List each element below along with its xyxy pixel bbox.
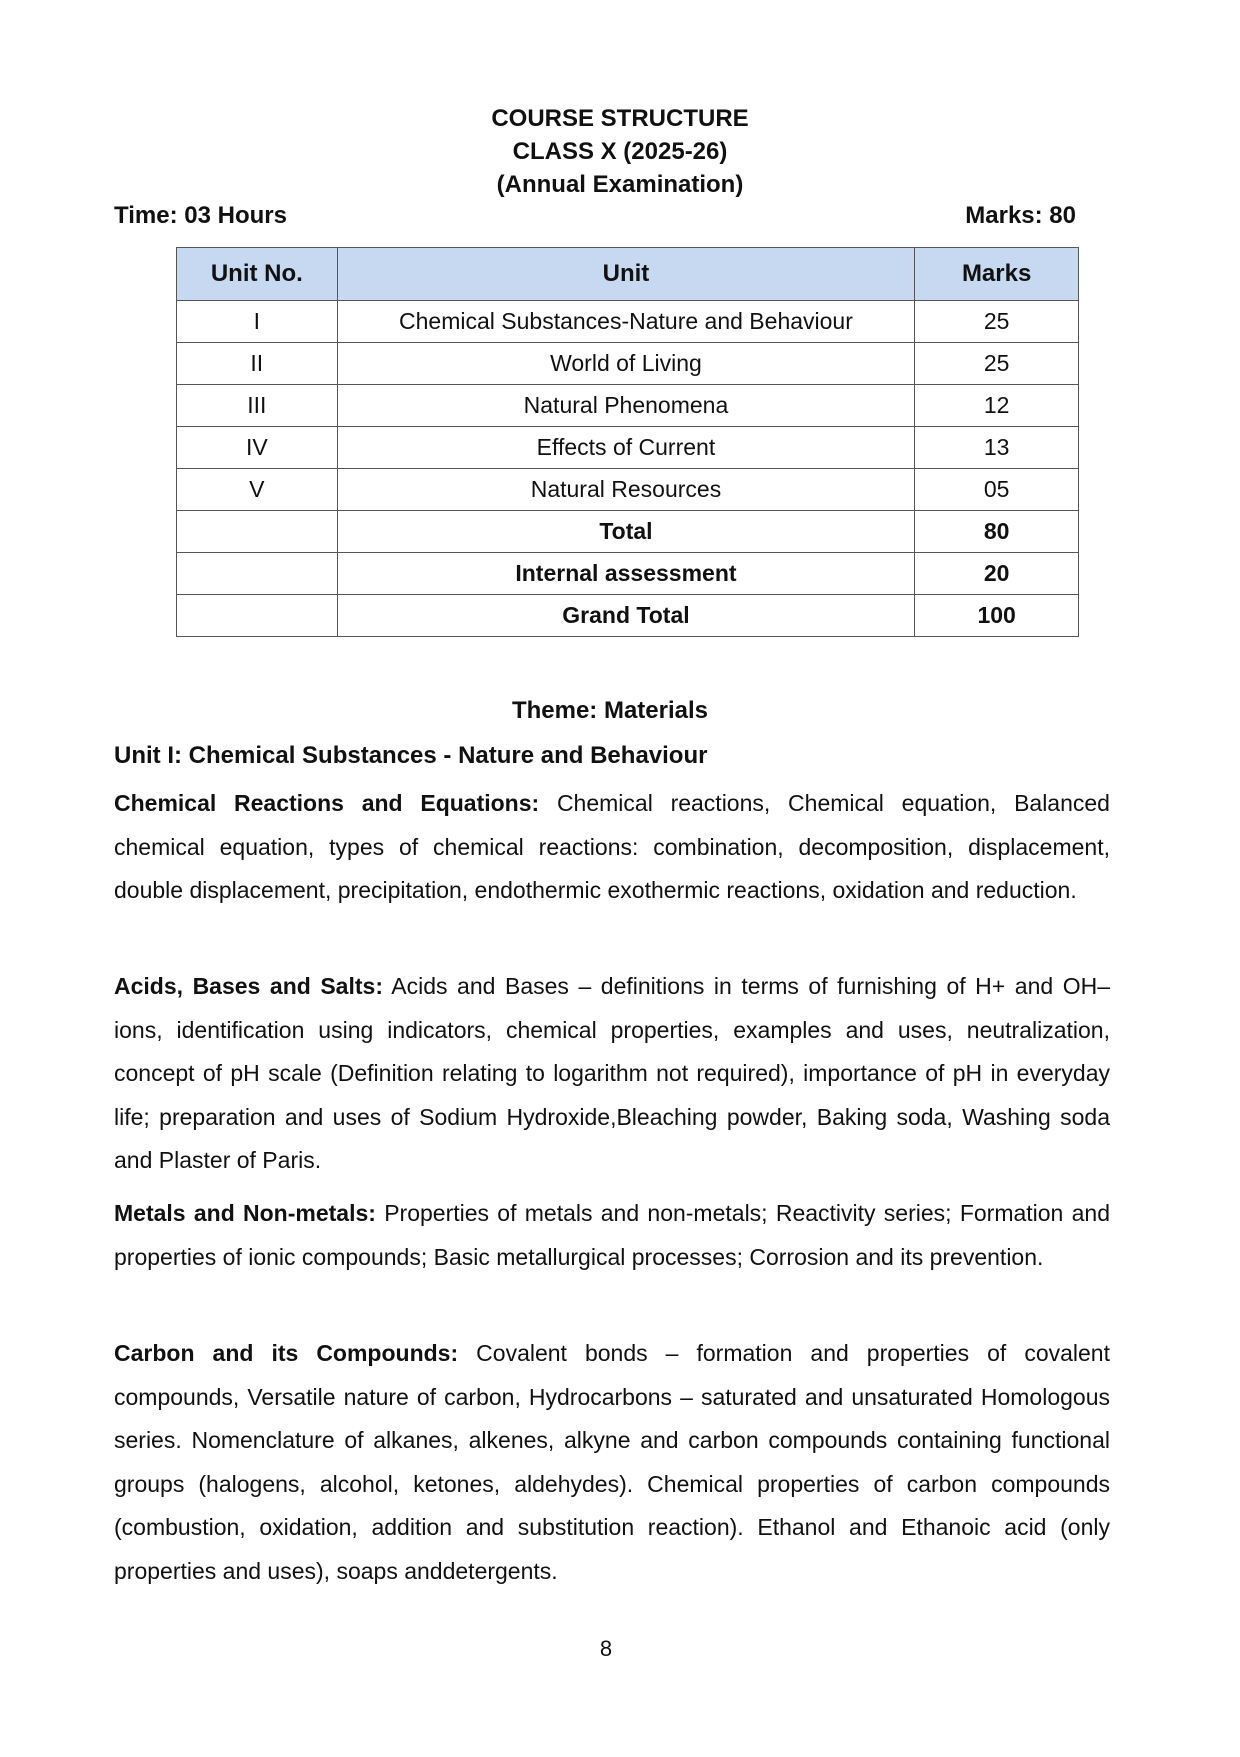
section-lead: Metals and Non-metals: [114,1200,376,1226]
marks-distribution-table [176,247,1079,637]
total-label: Total [337,511,915,553]
table-row [177,427,1079,469]
exam-line: (Annual Examination) [496,171,744,198]
unit-marks-cell: 25 [915,343,1079,385]
section-lead: Acids, Bases and Salts: [114,973,383,999]
unit-no-cell: II [177,343,338,385]
grand-total-row [177,595,1079,637]
section-acids-bases-salts [114,965,1110,1183]
unit-no-cell [177,511,338,553]
internal-assessment-label: Internal assessment [337,553,915,595]
unit-no-cell [177,553,338,595]
page-title: COURSE STRUCTURE [491,105,749,132]
section-text: Covalent bonds – formation and properties of covalent compounds, Versatile nature of carbon, Hydrocarbons – saturated and unsaturated Homologous series. Nomenclature of alkanes, alkenes, alkyne and carbon compounds containing functional groups (halogens, alcohol, ketones, aldehydes). Chemical properties of carbon compounds (combustion, oxidation, addition and substitution reaction). Ethanol and Ethanoic acid (only properties and uses), soaps anddetergents. [114,1340,1110,1584]
unit-marks-cell: 05 [915,469,1079,511]
unit-no-cell [177,595,338,637]
section-text: Chemical reactions, Chemical equation, Balanced chemical equation, types of chemical reactions: combination, decomposition, displacement, double displacement, precipitation, endothermic exothermic reactions, oxidation and reduction. [114,790,1110,903]
header-unit-no: Unit No. [177,248,338,301]
unit-no-cell: V [177,469,338,511]
section-lead: Chemical Reactions and Equations: [114,790,540,816]
unit-marks-cell: 12 [915,385,1079,427]
section-chemical-reactions [114,782,1110,913]
class-line: CLASS X (2025-26) [512,138,728,165]
table-header-row [177,248,1079,301]
exam-time: Time: 03 Hours [114,202,287,229]
exam-meta-row [114,202,1076,236]
section-lead: Carbon and its Compounds: [114,1340,459,1366]
unit-name-cell: Natural Phenomena [337,385,915,427]
unit-no-cell: I [177,301,338,343]
grand-total-marks: 100 [915,595,1079,637]
section-metals-nonmetals [114,1192,1110,1279]
grand-total-label: Grand Total [337,595,915,637]
section-text: Properties of metals and non-metals; Reactivity series; Formation and properties of ionic compounds; Basic metallurgical processes; Corrosion and its prevention. [114,1200,1110,1270]
exam-marks: Marks: 80 [965,202,1076,229]
unit-name-cell: Natural Resources [337,469,915,511]
unit-no-cell: III [177,385,338,427]
section-text: Acids and Bases – definitions in terms of furnishing of H+ and OH– ions, identification using indicators, chemical properties, examples and uses, neutralization, concept of pH scale (Definition relating to logarithm not required), importance of pH in everyday life; preparation and uses of Sodium Hydroxide,Bleaching powder, Baking soda, Washing soda and Plaster of Paris. [114,973,1110,1173]
unit-marks-cell: 13 [915,427,1079,469]
unit-name-cell: Effects of Current [337,427,915,469]
table-row [177,385,1079,427]
theme-heading: Theme: Materials [511,697,709,724]
unit-name-cell: Chemical Substances-Nature and Behaviour [337,301,915,343]
header-marks: Marks [915,248,1079,301]
unit-no-cell: IV [177,427,338,469]
unit-name-cell: World of Living [337,343,915,385]
table-row [177,343,1079,385]
internal-assessment-row [177,553,1079,595]
total-row [177,511,1079,553]
title-block [0,102,1240,201]
table-row [177,301,1079,343]
section-carbon-compounds [114,1332,1110,1593]
header-unit: Unit [337,248,915,301]
unit-heading: Unit I: Chemical Substances - Nature and Behaviour [114,742,708,769]
internal-assessment-marks: 20 [915,553,1079,595]
table-row [177,469,1079,511]
total-marks: 80 [915,511,1079,553]
unit-marks-cell: 25 [915,301,1079,343]
page-number: 8 [599,1636,613,1661]
